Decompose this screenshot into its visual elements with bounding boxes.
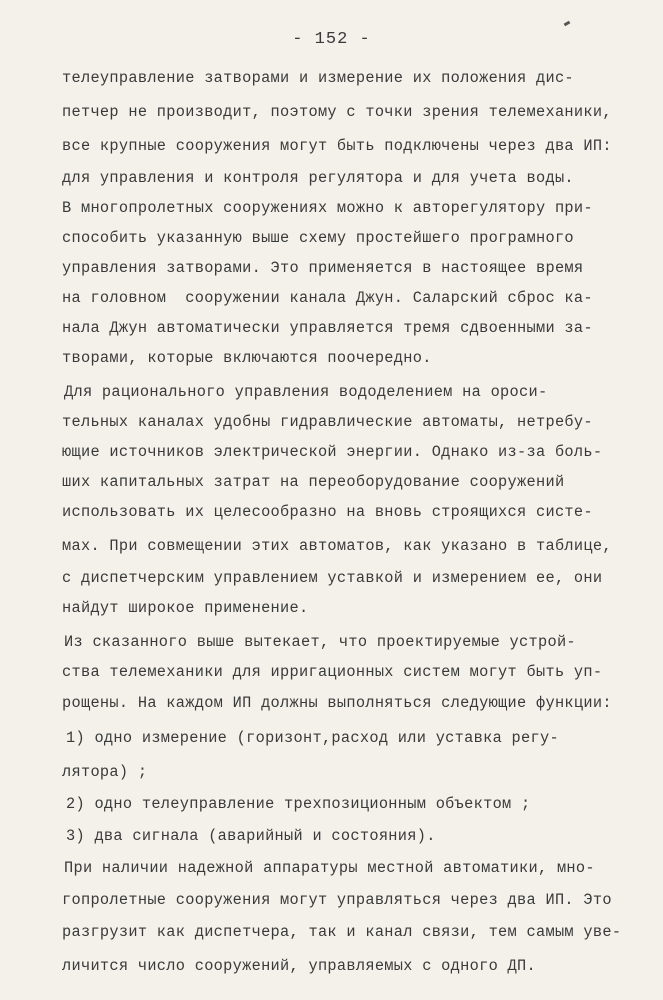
text-line: найдут широкое применение. [62,599,309,617]
text-line: для управления и контроля регулятора и для учета воды. [62,169,574,187]
text-line: ших капитальных затрат на переоборудование сооружений [62,473,565,491]
text-line: с диспетчерским управлением уставкой и измерением ее, они [62,569,603,587]
text-line: на головном сооружении канала Джун. Саларский сброс ка- [62,289,593,307]
text-line: При наличии надежной аппаратуры местной автоматики, мно- [64,859,595,877]
text-line: 3) два сигнала (аварийный и состояния). [66,827,436,845]
text-line: все крупные сооружения могут быть подключены через два ИП: [62,137,612,155]
text-line: В многопролетных сооружениях можно к авторегулятору при- [62,199,593,217]
text-line: творами, которые включаются поочередно. [62,349,432,367]
text-line: нала Джун автоматически управляется тремя сдвоенными за- [62,319,593,337]
text-line: гопролетные сооружения могут управляться через два ИП. Это [62,891,612,909]
text-line: Для рационального управления вододелением на ороси- [64,383,548,401]
text-line: 2) одно телеуправление трехпозиционным объектом ; [66,795,531,813]
text-line: Из сказанного выше вытекает, что проектируемые устрой- [64,633,576,651]
text-line: тельных каналах удобны гидравлические автоматы, нетребу- [62,413,593,431]
text-line: использовать их целесообразно на вновь строящихся систе- [62,503,593,521]
text-line: управления затворами. Это применяется в настоящее время [62,259,584,277]
text-line: ства телемеханики для ирригационных систем могут быть уп- [62,663,603,681]
text-line: петчер не производит, поэтому с точки зрения телемеханики, [62,103,612,121]
text-line: личится число сооружений, управляемых с одного ДП. [62,957,536,975]
text-line: телеуправление затворами и измерение их положения дис- [62,69,574,87]
text-line: лятора) ; [62,763,148,781]
text-line: рощены. На каждом ИП должны выполняться следующие функции: [62,694,612,712]
page-number: - 152 - [292,30,371,49]
text-line: мах. При совмещении этих автоматов, как указано в таблице, [62,537,612,555]
text-line: разгрузит как диспетчера, так и канал связи, тем самым уве- [62,923,622,941]
text-line: ющие источников электрической энергии. Однако из-за боль- [62,443,603,461]
stray-ink-mark [564,21,571,27]
text-line: 1) одно измерение (горизонт,расход или уставка регу- [66,729,559,747]
text-line: способить указанную выше схему простейшего програмного [62,229,574,247]
